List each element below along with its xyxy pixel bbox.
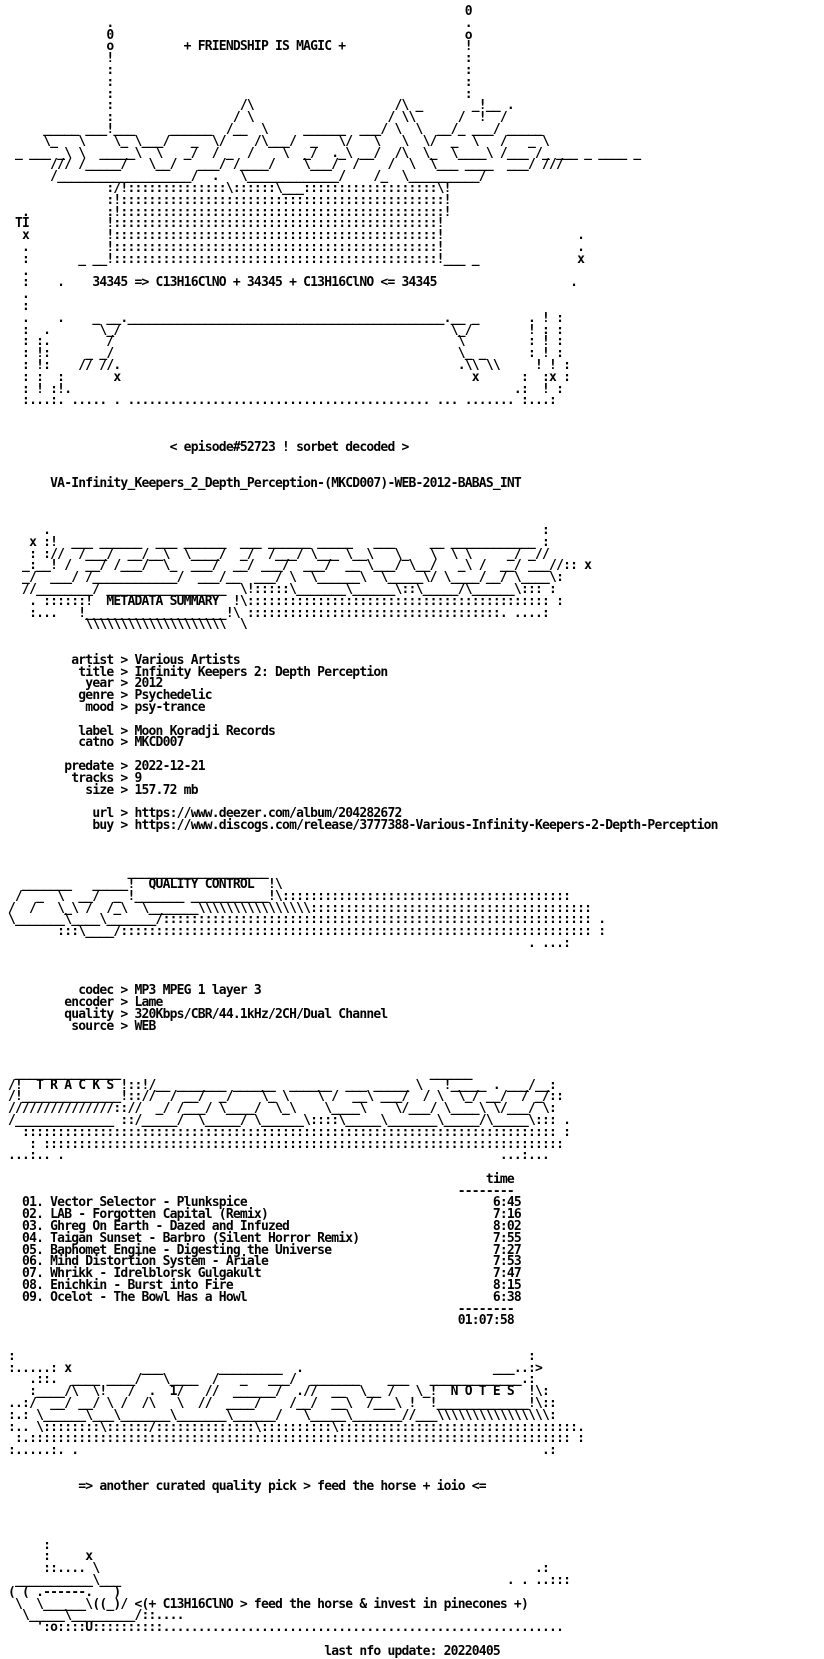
nfo-line: \ \______\((_)/ <(+ C13H16ClNO > feed the horse & invest in pinecones +) [8,1596,528,1612]
nfo-line: / / \_\ / /_\ \_______\\\\\\\\\\\\\\\\:::::::::::::::::::::::::::::::::::::::: [8,900,592,916]
nfo-line: \_____\_________/::.... [8,1608,184,1624]
nfo-line: :.::::::::::::::::::::::::::::::::::::::::::::::::::::::::::::::::::::::::::::: : [8,1431,585,1447]
nfo-line: ( ( .------. ) [8,1584,121,1600]
nfo-line: 05. Baphomet Engine - Digesting the Universe 7:27 [8,1242,521,1258]
nfo-line: -------- [8,1183,514,1199]
nfo-line: time [8,1171,514,1187]
nfo-line: /______________ ::/_____/ \_____/ \______\::::\_____\_______\_____/\_____\::: . [8,1112,571,1128]
nfo-line: ':o::::U::::::::::......................................................... [8,1620,564,1636]
nfo-line: 0 o [8,27,472,43]
nfo-line [8,1528,718,1540]
nfo-line: :!::::::::::::::::::::::::::::::::::::::::::::::! [8,192,451,208]
nfo-line: : : [8,62,472,78]
nfo-line: : :. / \ : ! : [8,334,564,350]
nfo-line: . . _ __._____________________________________________.__ _ . ! : [8,310,564,326]
nfo-line [8,407,718,419]
nfo-line [8,1492,718,1504]
nfo-line: \_ \ \_ \___/ _ \/ /\___/ _ \/ \ \ \/ _ \ / _ \ [8,133,550,149]
nfo-line: //________/ _________________ \!:::::\_______\______\::\_____/\______\::: : [8,582,557,598]
nfo-line: : / \ / \\ / ! / [8,110,507,126]
nfo-line: : : : x x : :x : [8,369,571,385]
nfo-line: : x [8,1549,93,1565]
nfo-line [8,962,718,974]
nfo-line: /// /_____/ \__/ ___/ /____/ \___/ / / \ \___ ____ ___/ /// [8,157,564,173]
nfo-line: 02. LAB - Forgotten Capital (Remix) 7:16 [8,1207,521,1223]
nfo-line: ...:.. . ...:... [8,1148,550,1164]
nfo-line: artist > Various Artists [8,652,240,668]
nfo-line: . !::::::::::::::::::::::::::::::::::::::::::::::! . [8,239,585,255]
nfo-line: 09. Ocelot - The Bowl Has a Howl 6:38 [8,1289,521,1305]
nfo-line: TI !::::::::::::::::::::::::::::::::::::::::::::::! [8,216,444,232]
nfo-line [8,950,718,962]
nfo-line: : ! :!. .: ! : [8,381,564,397]
nfo-line: : !: // //. .\\ \\ ! ! : [8,357,571,373]
nfo-line: ____________________ [8,865,268,881]
nfo-line [8,832,718,844]
nfo-line: year > 2012 [8,676,163,692]
nfo-line: 0 [8,4,472,19]
nfo-line: : :::::::::::::::::::::::::::::::::::::::::::::::::::::::::::::::::::::::::: [8,1136,564,1152]
nfo-line: o + FRIENDSHIP IS MAGIC + ! [8,39,472,55]
nfo-line [8,1457,718,1469]
nfo-line: . : [8,523,550,539]
nfo-line: last nfo update: 20220405 [8,1643,500,1659]
nfo-line: : [8,298,30,314]
nfo-line: :.: \______\___\_______\_______\______/ \_____\_______//___\\\\\\\\\\\\\\\\: [8,1407,557,1423]
nfo-line: /!______________!::// / __/ _/ \_ \ \ / __\ ___/ / \ \_/ __/ / _/:: [8,1089,564,1105]
nfo-line: quality > 320Kbps/CBR/44.1kHz/2CH/Dual Channel [8,1006,388,1022]
nfo-line: 07. Whrikk - Idrelblorsk Gulgakult 7:47 [8,1266,521,1282]
nfo-line: :.....: x ___ _________ . ___..:> [8,1360,543,1376]
nfo-line: genre > Psychedelic [8,688,212,704]
nfo-line: mood > psy-trance [8,700,205,716]
nfo-line: : [8,1537,51,1553]
nfo-line [8,1634,718,1646]
nfo-line: source > WEB [8,1018,156,1034]
nfo-line: ///////////////::// _/ /___/ \____/ \_\ \____\ \/___/ \____\ \/___/ \: [8,1101,557,1117]
nfo-line [8,1516,718,1528]
nfo-line: : . \_/ \_/ ! : : [8,322,564,338]
nfo-line: . [8,263,30,279]
nfo-line: => another curated quality pick > feed the horse + ioio <= [8,1478,486,1494]
nfo-line: _______ _____! QUALITY CONTROL !\ [8,876,283,892]
nfo-line: ___________\___ . . ..::: [8,1572,571,1588]
nfo-ascii-document [8,6,718,1658]
nfo-line: : : [8,1348,536,1364]
nfo-line: :.....:. . .: [8,1443,557,1459]
nfo-line: x :! ___ ______ ___ ______ ___ ______ _____ ___ __ ____________ : [8,534,550,550]
nfo-line: url > https://www.deezer.com/album/204282672 [8,806,402,822]
nfo-line: 01:07:58 [8,1313,514,1329]
nfo-line: . :!::::::::::::::::::::::::::::::::::::::::::::::! [8,204,451,220]
nfo-line: 08. Enichkin - Burst into Fire 8:15 [8,1278,521,1294]
nfo-line: : !: _ _/ \_ _ : ! : [8,346,564,362]
nfo-line: 01. Vector Selector - Plunkspice 6:45 [8,1195,521,1211]
nfo-line: /! T R A C K S !::!/__ _______ ______ ______ ___ _____ \ !_____ . ___/__: [8,1077,557,1093]
nfo-line [8,844,718,856]
nfo-line: : . 34345 => C13H16ClNO + 34345 + C13H16ClNO <= 34345 . [8,275,578,291]
nfo-line: catno > MKCD007 [8,735,184,751]
nfo-line: title > Infinity Keepers 2: Depth Perception [8,664,388,680]
nfo-line: _ ___ _\ \ _____\ \ _/ / _ / \ _/ ._\ __/ /\ \_ \____\ /___ /_ ___ _ ____ _ [8,145,641,161]
nfo-line: : :// /___/ __/__\ \____/ _/ /___/ \___ \__\ \_ \ \ \ _/ _// [8,546,550,562]
nfo-line: : /\ /\ _ _!__ . [8,98,514,114]
nfo-line: / _ \ __/ _ !_______ ___________!\::::::::::::::::::::::::::::::::::::::::: [8,888,571,904]
nfo-line: :...:. ..... . ........................................... ... ....... :...: [8,393,557,409]
nfo-line: size > 157.72 mb [8,782,198,798]
nfo-line: . . [8,15,472,31]
nfo-line: ::.... \ .: [8,1561,550,1577]
nfo-line: VA-Infinity_Keepers_2_Depth_Perception-(MKCD007)-WEB-2012-BABAS_INT [8,475,521,491]
nfo-line: 06. Mind Distortion System - Ariale 7:53 [8,1254,521,1270]
nfo-line: : _ __!::::::::::::::::::::::::::::::::::::::::::::::!___ _ x [8,251,585,267]
nfo-line: : : [8,74,472,90]
nfo-line: :::::::::::::::::::::::::::::::::::::::::::::::::::::::::::::::::::::::::::: : [8,1124,571,1140]
nfo-line: \\\\\\\\\\\\\\\\\\\\ \ [8,617,247,633]
nfo-line: :____/\ \! / . 1/ // ______/ .// __ \__ / \_! N O T E S !\: [8,1384,550,1400]
nfo-line: :::\____/::::::::::::::::::::::::::::::::::::::::::::::::::::::::::::::::::: : [8,924,606,940]
nfo-line: _____ ___!___ ______ /__ \ ______ ___/ \ \ __/_ ___/ _____ [8,121,543,137]
nfo-line: : : [8,86,472,102]
nfo-line: label > Moon Koradji Records [8,723,276,739]
nfo-line: _/ ___/ /____________/ ___/__ ___/ \ \______\ \_____\/ \____/__/ \____\: [8,570,564,586]
nfo-line: < episode#52723 ! sorbet decoded > [8,440,409,456]
nfo-line: tracks > 9 [8,770,142,786]
nfo-line: buy > https://www.discogs.com/release/3777388-Various-Infinity-Keepers-2-Depth-Perception [8,817,718,833]
nfo-line [8,454,718,466]
nfo-line: _:__! / __/ /___/ \_ ___/ __/ ___/ ___/ __ \___/ \__/ _\ / __/ ___//:: x [8,558,592,574]
nfo-line: .::. ____ ____/ \____ / _ ___/ _______ ___ _____________.: [8,1372,536,1388]
nfo-line: codec > MP3 MPEG 1 layer 3 [8,983,261,999]
nfo-line [8,490,718,502]
nfo-line [8,1044,718,1056]
nfo-line: . ::::::! METADATA SUMMARY !\::::::::::::::::::::::::::::::::::::::::::: : [8,593,564,609]
nfo-line: :/!::::::::::::::\::::::\___:::::::::::::::::::\! [8,180,451,196]
nfo-line [8,1032,718,1044]
nfo-line: :... !____________________!\ ::::::::::::::::::::::::::::::::::::. ....: [8,605,550,621]
nfo-line: -------- [8,1301,514,1317]
nfo-line [8,631,718,643]
nfo-line: /___________________/ . \_____________/ /_ \__________/ [8,169,486,185]
nfo-line: 04. Taigan Sunset - Barbro (Silent Horror Remix) 7:55 [8,1230,521,1246]
nfo-line [8,1327,718,1339]
nfo-line: predate > 2022-12-21 [8,759,205,774]
nfo-line: :.. \::::::::\::::::/::::::::::::::\::::::::::\::::::::::::::::::::::::::::::::::. [8,1419,585,1435]
nfo-line [8,1504,718,1516]
nfo-line: ..:/ __/ __/ \ / /\ \ // ____/ /__/ __\ /___\ ! !_____________!\:: [8,1396,557,1412]
nfo-line: \_______\____\_______/::::::::::::::::::::::::::::::::::::::::::::::::::::::::::::: . [8,912,606,928]
nfo-line: 03. Ghreg On Earth - Dazed and Infuzed 8:02 [8,1219,521,1235]
nfo-line: . [8,287,30,303]
nfo-line: . ...: [8,935,571,951]
nfo-line: encoder > Lame [8,994,163,1010]
nfo-line: ! : [8,51,472,67]
nfo-line [8,419,718,431]
nfo-line: x !::::::::::::::::::::::::::::::::::::::::::::::! . [8,228,585,244]
nfo-line: _______________ ______ [8,1065,472,1081]
nfo-line [8,501,718,513]
